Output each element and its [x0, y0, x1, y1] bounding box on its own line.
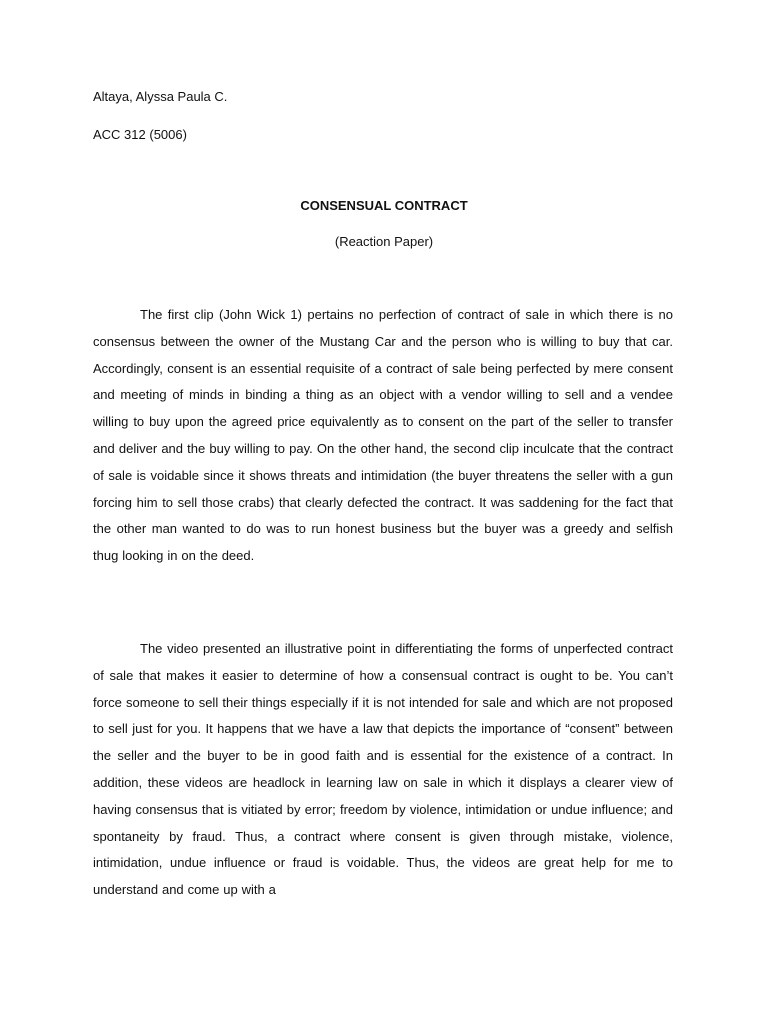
- body-paragraph-2: The video presented an illustrative point in differentiating the forms of unperfected contract of sale that makes it easier to determine of how a consensual contract is ought to be. You can’t force someone to sell their things especially if it is not intended for sale and which are not proposed to sell just for you. It happens that we have a law that depicts the importance of “consent” between the seller and the buyer to be in good faith and is essential for the existence of a contract. In addition, these videos are headlock in learning law on sale in which it displays a clearer view of having consensus that is vitiated by error; freedom by violence, intimidation or undue influence; and spontaneity by fraud. Thus, a contract where consent is given through mistake, violence, intimidation, undue influence or fraud is voidable. Thus, the videos are great help for me to understand and come up with a: [93, 641, 673, 898]
- document-subtitle: (Reaction Paper): [334, 234, 434, 249]
- body-paragraph-1: The first clip (John Wick 1) pertains no perfection of contract of sale in which there is no consensus between the owner of the Mustang Car and the person who is willing to buy that car. Accordingly, consent is an essential requisite of a contract of sale being perfected by mere consent and meeting of minds in binding a thing as an object with a vendor willing to sell and a vendee willing to buy upon the agreed price equivalently as to consent on the part of the seller to transfer and deliver and the buy willing to pay. On the other hand, the second clip inculcate that the contract of sale is voidable since it shows threats and intimidation (the buyer threatens the seller with a gun forcing him to sell those crabs) that clearly defected the contract. It was saddening for the fact that the other man wanted to do was to run honest business but the buyer was a greedy and selfish thug looking in on the deed.: [93, 307, 673, 564]
- course-code: ACC 312 (5006): [93, 127, 187, 142]
- author-name: Altaya, Alyssa Paula C.: [93, 89, 228, 104]
- document-title: CONSENSUAL CONTRACT: [300, 198, 468, 213]
